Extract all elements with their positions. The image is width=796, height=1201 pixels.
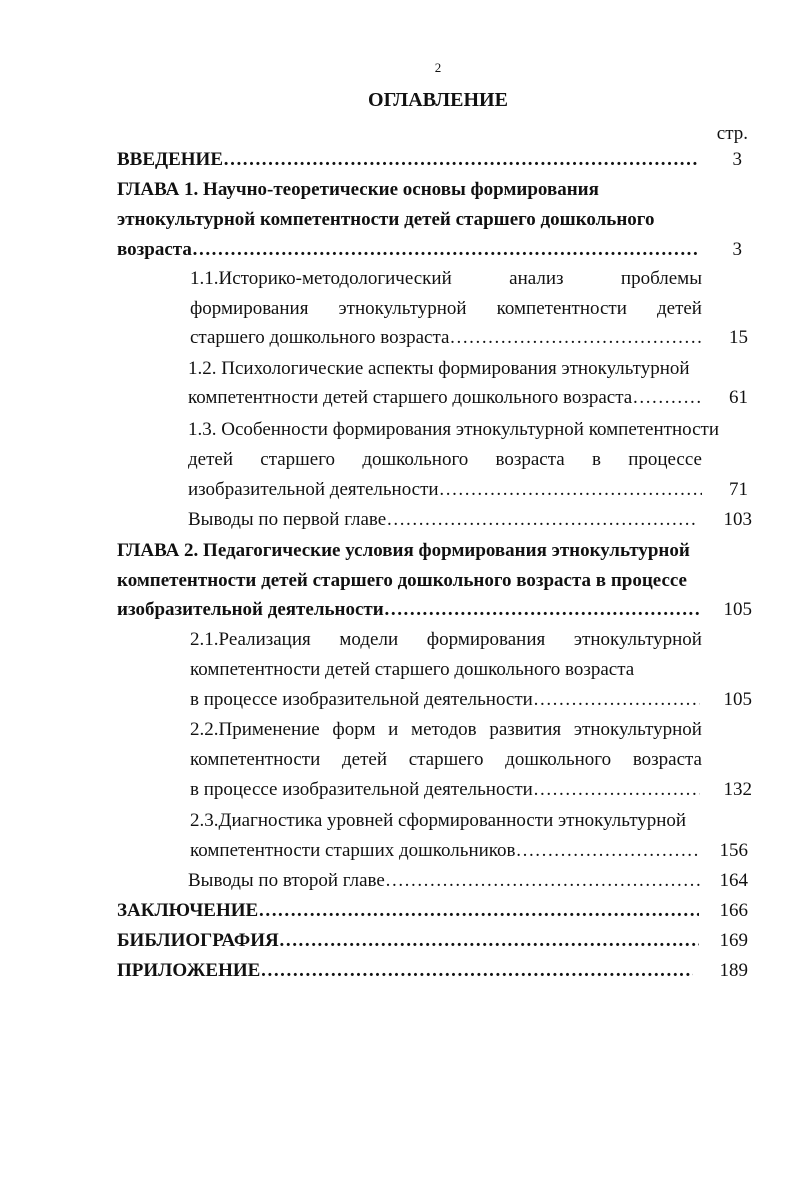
toc-section-1-2-line-1[interactable]: 1.2. Психологические аспекты формирования этнокультурной xyxy=(188,358,690,379)
toc-page-number: 105 xyxy=(723,599,752,620)
word: проблемы xyxy=(620,268,702,289)
toc-entry-text: изобразительной деятельности xyxy=(188,479,439,500)
toc-page-number: 71 xyxy=(729,479,748,500)
word: дошкольного xyxy=(362,449,469,470)
toc-section-2-3-line-2[interactable] xyxy=(190,839,700,863)
toc-page-number: 189 xyxy=(719,960,748,981)
toc-page-number: 164 xyxy=(719,870,748,891)
leader-dots xyxy=(516,839,700,863)
leader-dots xyxy=(279,929,699,953)
word: старшего xyxy=(408,749,484,770)
word: компетентности xyxy=(190,749,321,770)
toc-section-1-1-line-2[interactable] xyxy=(190,297,702,321)
toc-entry-bibliography[interactable] xyxy=(117,929,699,953)
leader-dots xyxy=(192,238,699,262)
word: модели xyxy=(339,629,399,650)
toc-page-number: 15 xyxy=(729,327,748,348)
toc-section-2-2-line-2[interactable] xyxy=(190,748,702,772)
leader-dots xyxy=(632,386,700,410)
toc-page-number: 105 xyxy=(723,689,752,710)
word: методов xyxy=(411,719,477,740)
toc-entry-text: в процессе изобразительной деятельности xyxy=(190,689,533,710)
toc-entry-text: компетентности старших дошкольников xyxy=(190,840,516,861)
toc-page-number: 61 xyxy=(729,387,748,408)
toc-section-2-2-line-1[interactable] xyxy=(190,718,702,742)
toc-section-1-1-line-3[interactable] xyxy=(190,326,702,350)
toc-page-number: 166 xyxy=(719,900,748,921)
toc-chapter-1-line-1[interactable]: ГЛАВА 1. Научно-теоретические основы формирования xyxy=(117,179,599,200)
word: 2.2.Применение xyxy=(190,719,320,740)
toc-entry-text: Выводы по второй главе xyxy=(188,870,385,891)
toc-entry-text: в процессе изобразительной деятельности xyxy=(190,779,533,800)
toc-entry-text: ЗАКЛЮЧЕНИЕ xyxy=(117,900,259,921)
page-column-header: стр. xyxy=(716,123,748,144)
toc-section-2-2-line-3[interactable] xyxy=(190,778,700,802)
leader-dots xyxy=(533,688,700,712)
toc-section-2-1-line-2[interactable]: компетентности детей старшего дошкольного возраста xyxy=(190,659,635,680)
toc-chapter-2-line-3[interactable] xyxy=(117,598,699,622)
toc-section-2-1-line-3[interactable] xyxy=(190,688,700,712)
word: детей xyxy=(341,749,387,770)
toc-page-number: 169 xyxy=(719,930,748,951)
word: этнокультурной xyxy=(338,298,467,319)
toc-entry-intro[interactable] xyxy=(117,148,699,172)
toc-section-1-3-line-3[interactable] xyxy=(188,478,702,502)
toc-entry-text: Выводы по первой главе xyxy=(188,509,387,530)
toc-entry-appendix[interactable] xyxy=(117,959,693,983)
word: этнокультурной xyxy=(573,629,702,650)
toc-chapter-1-line-3[interactable] xyxy=(117,238,699,262)
leader-dots xyxy=(258,899,699,923)
page-title: ОГЛАВЛЕНИЕ xyxy=(368,89,508,111)
toc-entry-text: БИБЛИОГРАФИЯ xyxy=(117,930,279,951)
toc-entry-conclusion[interactable] xyxy=(117,899,699,923)
toc-page-number: 3 xyxy=(732,149,742,170)
toc-entry-text: старшего дошкольного возраста xyxy=(190,327,450,348)
toc-page-number: 132 xyxy=(723,779,752,800)
word: в xyxy=(591,449,601,470)
leader-dots xyxy=(533,778,700,802)
toc-entry-text: ВВЕДЕНИЕ xyxy=(117,149,223,170)
word: этнокультурной xyxy=(573,719,702,740)
toc-section-1-1-line-1[interactable] xyxy=(190,267,702,291)
leader-dots xyxy=(385,869,700,893)
toc-page-number: 3 xyxy=(732,239,742,260)
word: старшего xyxy=(260,449,336,470)
word: дошкольного xyxy=(505,749,612,770)
word: и xyxy=(388,719,399,740)
word: анализ xyxy=(509,268,564,289)
toc-page-number: 103 xyxy=(723,509,752,530)
toc-section-1-3-line-1[interactable]: 1.3. Особенности формирования этнокультурной компетентности xyxy=(188,419,720,440)
toc-entry-text: ПРИЛОЖЕНИЕ xyxy=(117,960,261,981)
word: детей xyxy=(656,298,702,319)
word: детей xyxy=(188,449,234,470)
leader-dots xyxy=(386,508,698,532)
word: формирования xyxy=(426,629,546,650)
toc-chapter-1-line-2[interactable]: этнокультурной компетентности детей старшего дошкольного xyxy=(117,209,655,230)
word: форм xyxy=(332,719,376,740)
toc-chapter-2-line-1[interactable]: ГЛАВА 2. Педагогические условия формирования этнокультурной xyxy=(117,540,690,561)
toc-conclusions-chapter-2[interactable] xyxy=(188,869,700,893)
toc-chapter-2-line-2[interactable]: компетентности детей старшего дошкольного возраста в процессе xyxy=(117,570,687,591)
page-number: 2 xyxy=(434,60,442,75)
toc-conclusions-chapter-1[interactable] xyxy=(188,508,698,532)
word: 1.1.Историко-методологический xyxy=(190,268,452,289)
word: компетентности xyxy=(496,298,627,319)
word: развития xyxy=(489,719,562,740)
word: процессе xyxy=(628,449,702,470)
toc-entry-text: изобразительной деятельности xyxy=(117,599,384,620)
leader-dots xyxy=(449,326,702,350)
leader-dots xyxy=(223,148,699,172)
toc-section-2-1-line-1[interactable] xyxy=(190,628,702,652)
word: возраста xyxy=(632,749,702,770)
toc-entry-text: компетентности детей старшего дошкольного возраста xyxy=(188,387,633,408)
word: 2.1.Реализация xyxy=(190,629,311,650)
word: формирования xyxy=(190,298,309,319)
leader-dots xyxy=(260,959,693,983)
toc-page-number: 156 xyxy=(719,840,748,861)
word: возраста xyxy=(495,449,565,470)
toc-entry-text: возраста xyxy=(117,239,192,260)
leader-dots xyxy=(439,478,702,502)
leader-dots xyxy=(384,598,699,622)
toc-section-1-2-line-2[interactable] xyxy=(188,386,700,410)
toc-section-1-3-line-2[interactable] xyxy=(188,448,702,472)
toc-section-2-3-line-1[interactable]: 2.3.Диагностика уровней сформированности этнокультурной xyxy=(190,810,687,831)
